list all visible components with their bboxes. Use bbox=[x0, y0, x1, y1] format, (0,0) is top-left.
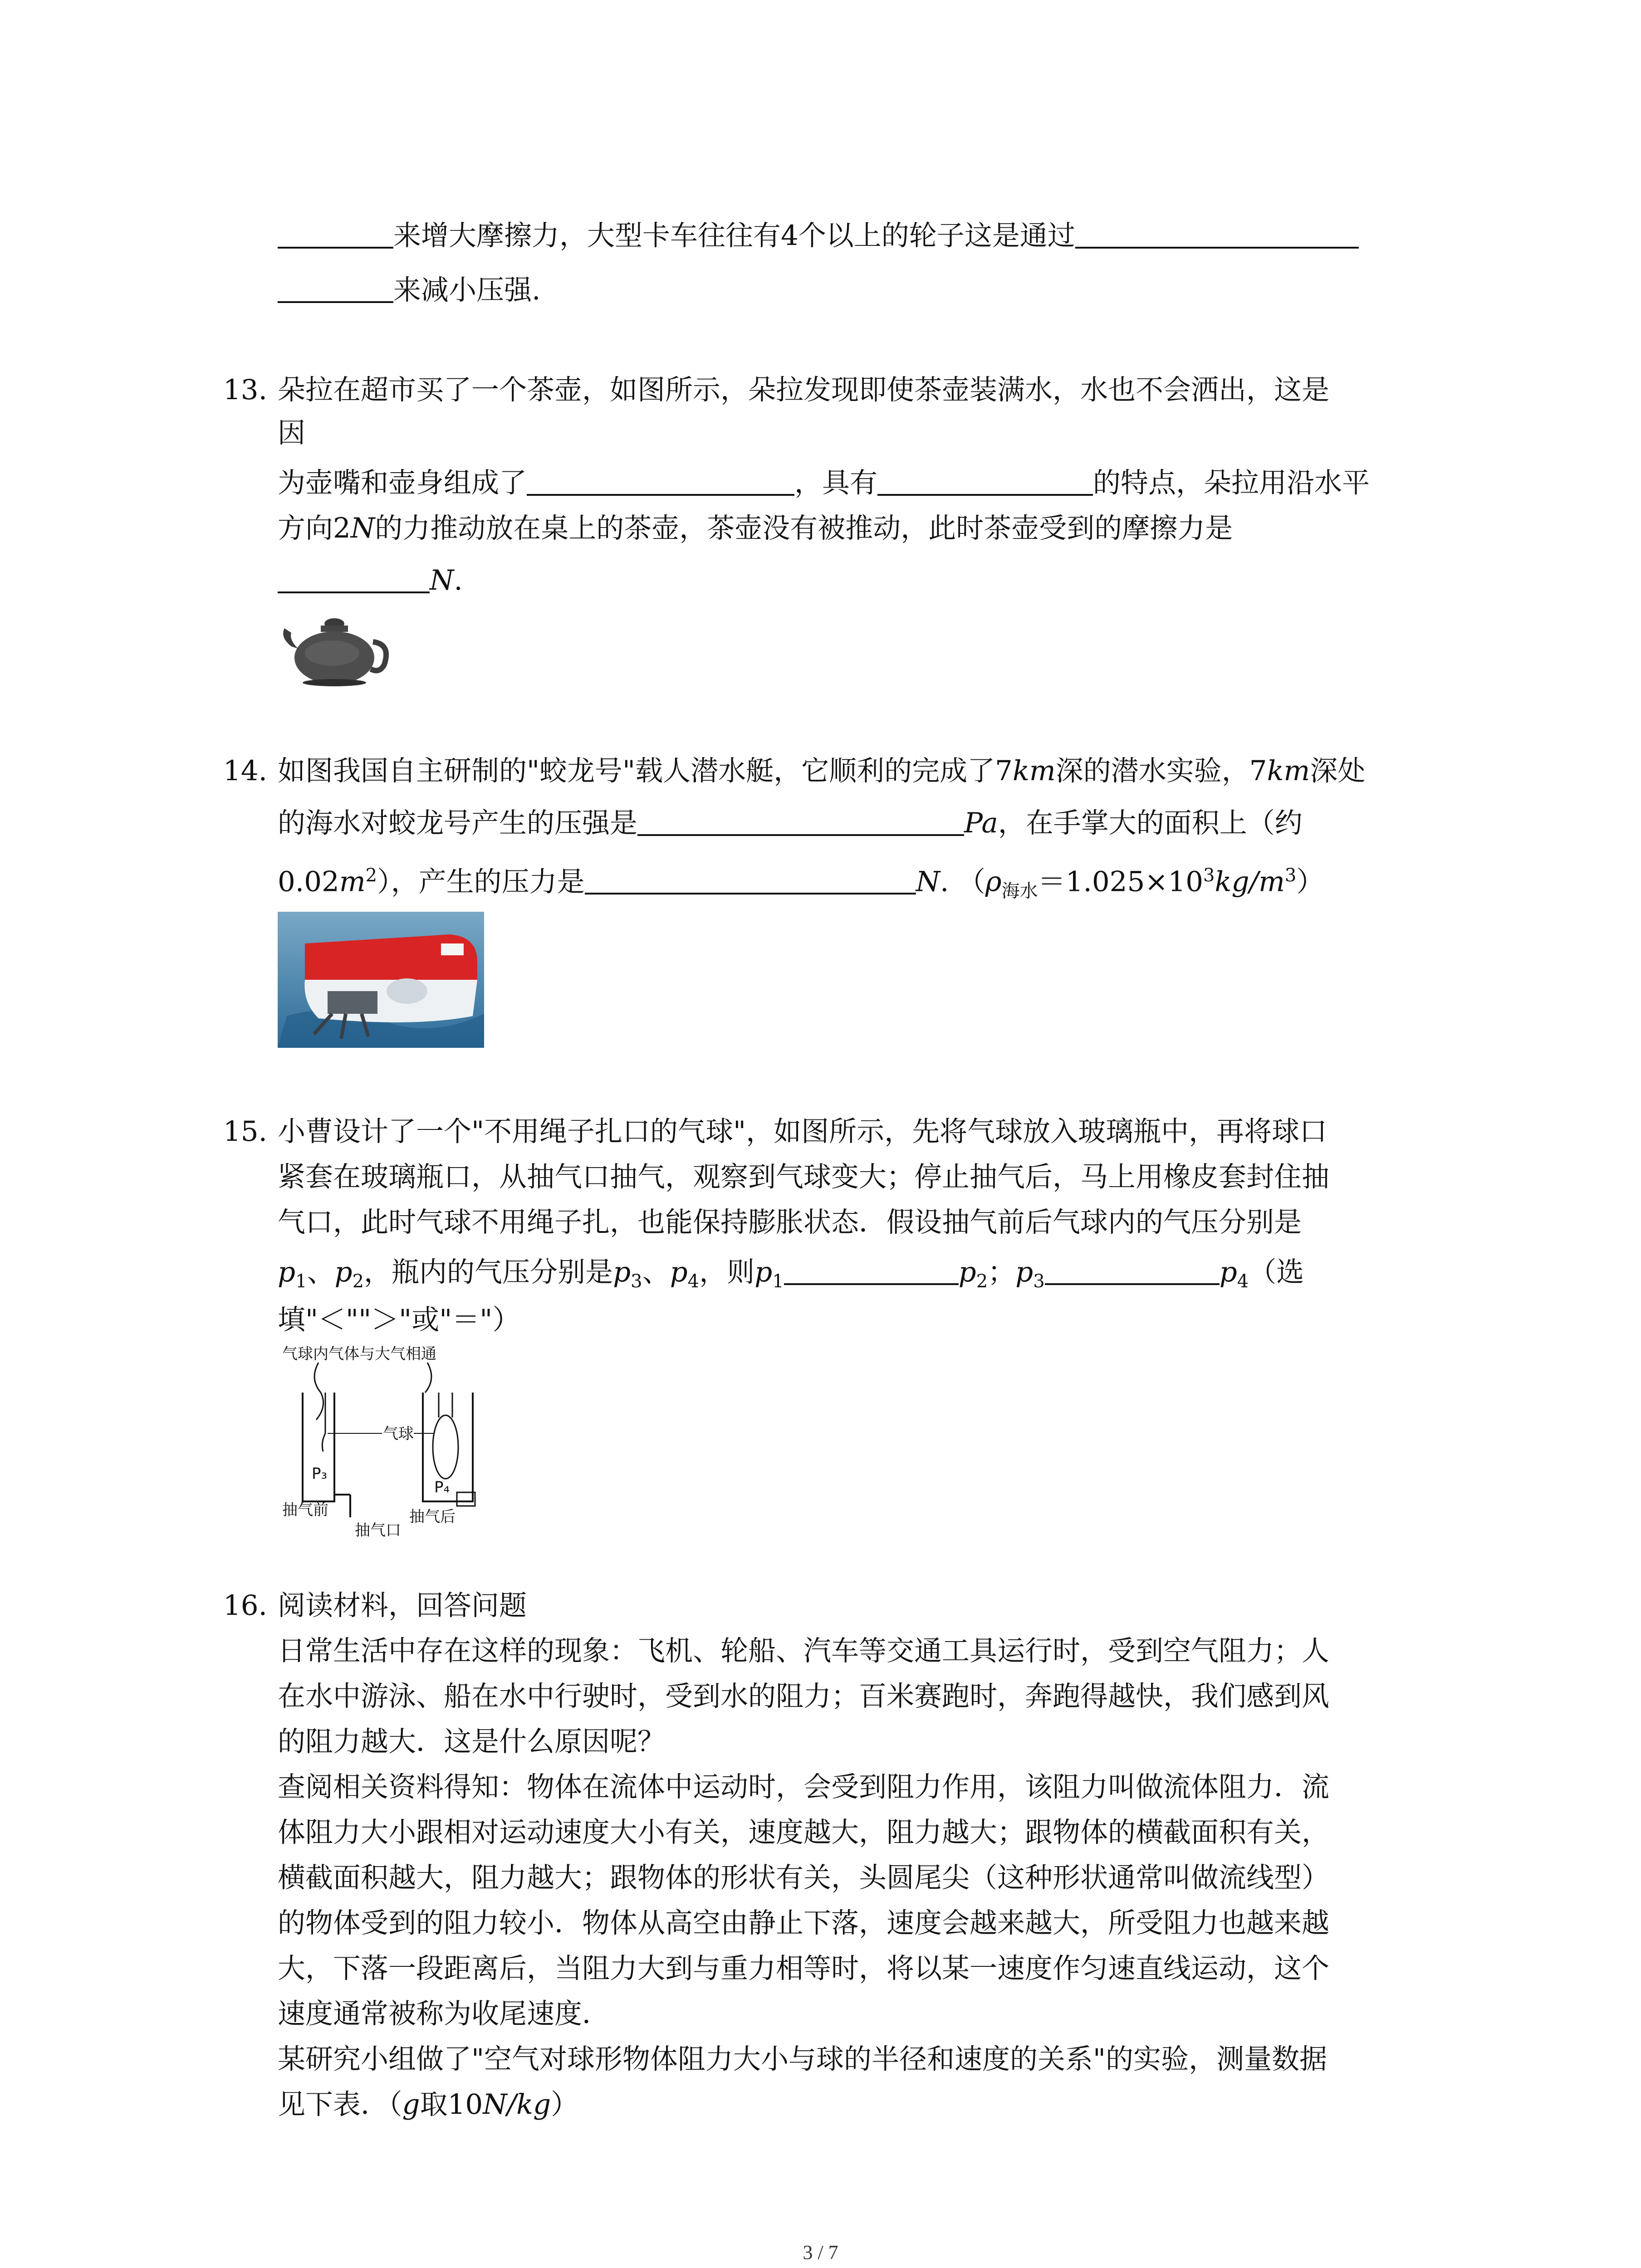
q13-line1b: 因 bbox=[278, 417, 306, 449]
q13-line4: N. bbox=[278, 562, 463, 599]
diagram-label-outlet: 抽气口 bbox=[355, 1521, 401, 1538]
q15-blank-p3-p4[interactable] bbox=[1045, 1257, 1220, 1285]
q13-line1: 朵拉在超市买了一个茶壶，如图所示，朵拉发现即使茶壶装满水，水也不会洒出，这是 bbox=[278, 374, 1330, 406]
q14-blank-pressure[interactable] bbox=[637, 808, 964, 836]
q15-line4: $p_1$、$p_2$，瓶内的气压分别是$p_3$、$p_4$，则$p_1$ $p_2$；$p_3$ $p_4$（选 bbox=[278, 1256, 1304, 1292]
q13-line2: 为壶嘴和壶身组成了 ，具有 的特点，朵拉用沿水平 bbox=[278, 467, 1370, 499]
diagram-label-p4: P₄ bbox=[434, 1478, 450, 1496]
q16-line2: 在水中游泳、船在水中行驶时，受到水的阻力；百米赛跑时，奔跑得越快，我们感到风 bbox=[278, 1680, 1330, 1712]
teapot-image bbox=[278, 610, 391, 689]
q14-number: 14. bbox=[223, 755, 268, 787]
q16-line0: 阅读材料，回答问题 bbox=[278, 1589, 527, 1622]
q16-line11: 见下表．（g取10N/kg） bbox=[278, 2088, 579, 2121]
q12-line2: 来减小压强. bbox=[278, 272, 540, 308]
q12-blank-3[interactable] bbox=[278, 275, 393, 303]
q15-number: 15. bbox=[223, 1115, 268, 1148]
q14-line1: 如图我国自主研制的"蛟龙号"载人潜水艇，它顺利的完成了7km深的潜水实验，7km深处 bbox=[278, 755, 1366, 787]
q15-line2: 紧套在玻璃瓶口，从抽气口抽气，观察到气球变大；停止抽气后，马上用橡皮套封住抽 bbox=[278, 1161, 1330, 1193]
q12-blank-2[interactable] bbox=[1075, 220, 1359, 249]
diagram-label-after: 抽气后 bbox=[409, 1508, 456, 1526]
q13-blank-connector[interactable] bbox=[527, 468, 794, 496]
q16-line4: 查阅相关资料得知：物体在流体中运动时，会受到阻力作用，该阻力叫做流体阻力．流 bbox=[278, 1771, 1330, 1803]
balloon-diagram bbox=[278, 1343, 514, 1538]
q14-blank-force[interactable] bbox=[585, 866, 916, 894]
q14-line3: $0.02m^2$），产生的压力是 N. $(\rho_{海水}=1.025\times 10^3kg/m^3)$ bbox=[278, 865, 1324, 902]
q15-line5: 填"＜""＞"或"＝"） bbox=[278, 1304, 520, 1336]
page-number: 3 / 7 bbox=[803, 2241, 838, 2263]
q16-line5: 体阻力大小跟相对运动速度大小有关，速度越大，阻力越大；跟物体的横截面积有关， bbox=[278, 1816, 1330, 1848]
diagram-label-top: 气球内气体与大气相通 bbox=[282, 1345, 436, 1363]
q16-line6: 横截面积越大，阻力越大；跟物体的形状有关，头圆尾尖（这种形状通常叫做流线型） bbox=[278, 1862, 1330, 1894]
q16-line7: 的物体受到的阻力较小．物体从高空由静止下落，速度会越来越大，所受阻力也越来越 bbox=[278, 1907, 1330, 1939]
q16-line9: 速度通常被称为收尾速度． bbox=[278, 1998, 610, 2030]
diagram-label-p3: P₃ bbox=[312, 1465, 328, 1483]
q14-line2: 的海水对蛟龙号产生的压强是 Pa，在手掌大的面积上（约 bbox=[278, 807, 1303, 839]
q12-blank-1[interactable] bbox=[278, 220, 393, 249]
diagram-label-balloon: 气球 bbox=[383, 1425, 414, 1443]
q13-blank-feature[interactable] bbox=[877, 468, 1093, 496]
q16-number: 16. bbox=[223, 1589, 268, 1622]
q16-line1: 日常生活中存在这样的现象：飞机、轮船、汽车等交通工具运行时，受到空气阻力；人 bbox=[278, 1635, 1330, 1667]
q16-line8: 大，下落一段距离后，当阻力大到与重力相等时，将以某一速度作匀速直线运动，这个 bbox=[278, 1952, 1330, 1984]
q15-line1: 小曹设计了一个"不用绳子扎口的气球"，如图所示，先将气球放入玻璃瓶中，再将球口 bbox=[278, 1115, 1327, 1148]
q12-line1: 来增大摩擦力，大型卡车往往有4个以上的轮子这是通过 bbox=[278, 218, 1359, 254]
q13-number: 13. bbox=[223, 374, 268, 406]
q15-line3: 气口，此时气球不用绳子扎，也能保持膨胀状态．假设抽气前后气球内的气压分别是 bbox=[278, 1206, 1302, 1238]
q13-line3: 方向2N的力推动放在桌上的茶壶，茶壶没有被推动，此时茶壶受到的摩擦力是 bbox=[278, 512, 1233, 544]
q15-blank-p1-p2[interactable] bbox=[784, 1257, 959, 1285]
q13-blank-friction[interactable] bbox=[278, 565, 430, 593]
q16-line3: 的阻力越大．这是什么原因呢？ bbox=[278, 1725, 666, 1758]
submarine-image bbox=[278, 912, 484, 1048]
diagram-label-before: 抽气前 bbox=[282, 1501, 328, 1519]
q16-line10: 某研究小组做了"空气对球形物体阻力大小与球的半径和速度的关系"的实验，测量数据 bbox=[278, 2043, 1327, 2075]
